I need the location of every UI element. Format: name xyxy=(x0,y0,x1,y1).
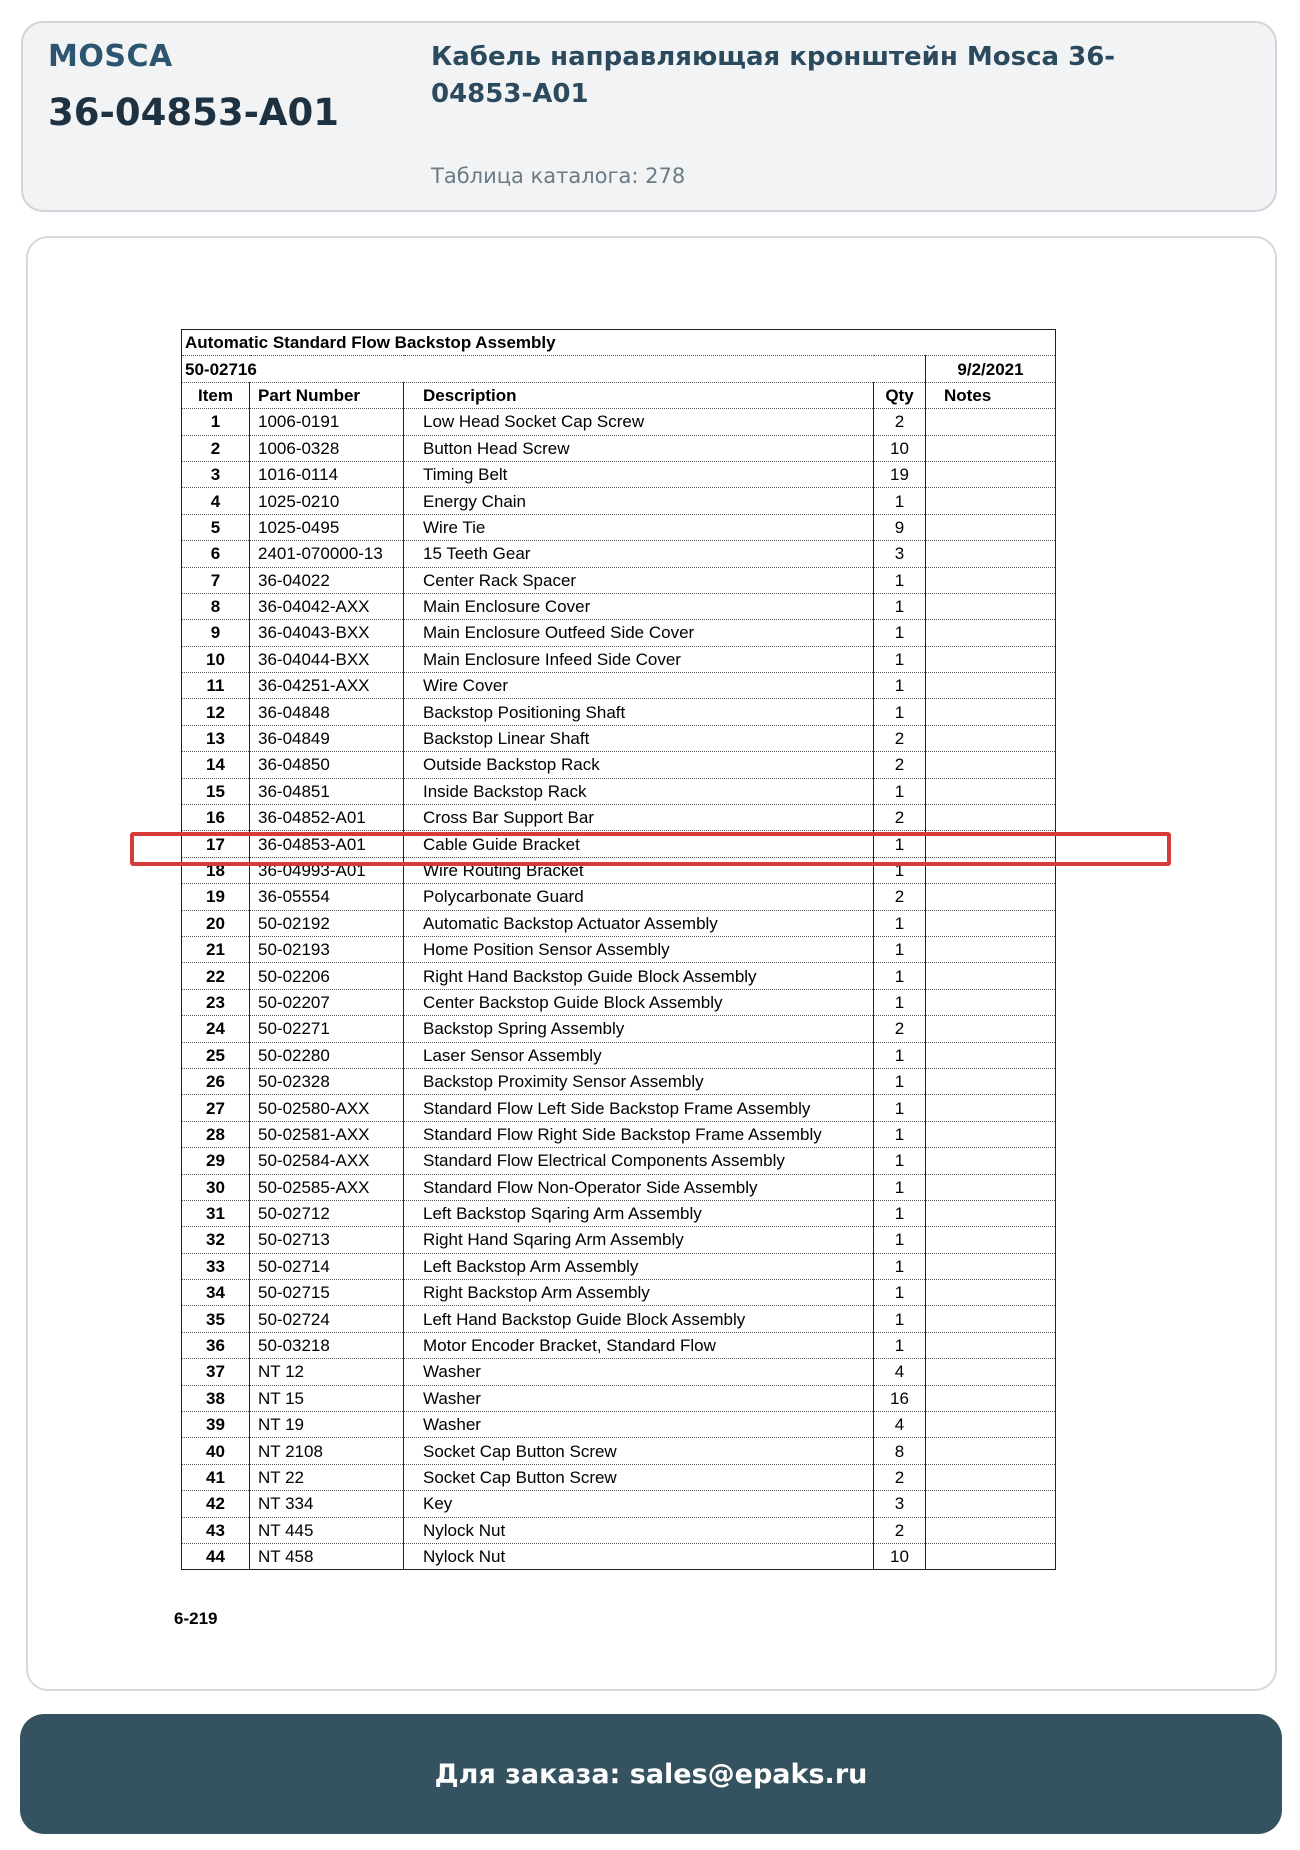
table-row xyxy=(182,1332,1056,1358)
part-number-cell: 50-02712 xyxy=(250,1200,404,1226)
table-row xyxy=(182,488,1056,514)
part-number-cell: 36-04022 xyxy=(250,567,404,593)
description-cell: Cross Bar Support Bar xyxy=(404,805,874,831)
part-number-cell: 50-02713 xyxy=(250,1227,404,1253)
notes-cell xyxy=(926,646,1056,672)
item-cell: 44 xyxy=(182,1543,250,1569)
notes-cell xyxy=(926,1412,1056,1438)
table-row xyxy=(182,1174,1056,1200)
qty-cell: 1 xyxy=(874,1068,926,1094)
table-row xyxy=(182,461,1056,487)
table-row xyxy=(182,1517,1056,1543)
item-cell: 28 xyxy=(182,1121,250,1147)
part-number-cell: 50-02715 xyxy=(250,1280,404,1306)
notes-cell xyxy=(926,884,1056,910)
order-contact-text: Для заказа: sales@epaks.ru xyxy=(434,1758,868,1790)
part-number-cell: 50-02714 xyxy=(250,1253,404,1279)
page-number: 6-219 xyxy=(174,1609,218,1628)
description-cell: Nylock Nut xyxy=(404,1517,874,1543)
column-header-description: Description xyxy=(404,382,874,408)
table-row xyxy=(182,936,1056,962)
description-cell: Wire Tie xyxy=(404,514,874,540)
table-row xyxy=(182,1042,1056,1068)
part-number-cell: NT 15 xyxy=(250,1385,404,1411)
description-cell: Low Head Socket Cap Screw xyxy=(404,409,874,435)
order-contact-banner[interactable] xyxy=(20,1714,1282,1834)
description-cell: Wire Cover xyxy=(404,673,874,699)
part-number-cell: 36-04851 xyxy=(250,778,404,804)
table-row xyxy=(182,1227,1056,1253)
item-cell: 11 xyxy=(182,673,250,699)
part-number-cell: 50-02584-AXX xyxy=(250,1148,404,1174)
item-cell: 4 xyxy=(182,488,250,514)
item-cell: 36 xyxy=(182,1332,250,1358)
notes-cell xyxy=(926,1543,1056,1569)
table-row xyxy=(182,1438,1056,1464)
qty-cell: 3 xyxy=(874,1491,926,1517)
qty-cell: 1 xyxy=(874,1306,926,1332)
qty-cell: 2 xyxy=(874,1517,926,1543)
qty-cell: 2 xyxy=(874,805,926,831)
qty-cell: 19 xyxy=(874,461,926,487)
item-cell: 2 xyxy=(182,435,250,461)
notes-cell xyxy=(926,593,1056,619)
part-number-cell: NT 458 xyxy=(250,1543,404,1569)
table-row xyxy=(182,1016,1056,1042)
item-cell: 26 xyxy=(182,1068,250,1094)
notes-cell xyxy=(926,567,1056,593)
document-date: 9/2/2021 xyxy=(926,356,1056,382)
table-row xyxy=(182,435,1056,461)
table-row xyxy=(182,1121,1056,1147)
part-number-cell: 50-03218 xyxy=(250,1332,404,1358)
item-cell: 35 xyxy=(182,1306,250,1332)
part-number-cell: 50-02207 xyxy=(250,989,404,1015)
notes-cell xyxy=(926,1517,1056,1543)
description-cell: Left Backstop Arm Assembly xyxy=(404,1253,874,1279)
part-number-cell: 36-04251-AXX xyxy=(250,673,404,699)
item-cell: 33 xyxy=(182,1253,250,1279)
table-row xyxy=(182,567,1056,593)
part-number-cell: 36-04849 xyxy=(250,725,404,751)
catalog-table-label: Таблица каталога: 278 xyxy=(431,164,686,188)
column-header-item: Item xyxy=(182,382,250,408)
notes-cell xyxy=(926,1438,1056,1464)
qty-cell: 1 xyxy=(874,1332,926,1358)
description-cell: Key xyxy=(404,1491,874,1517)
item-cell: 18 xyxy=(182,857,250,883)
description-cell: Polycarbonate Guard xyxy=(404,884,874,910)
table-row xyxy=(182,620,1056,646)
description-cell: Standard Flow Left Side Backstop Frame Assembly xyxy=(404,1095,874,1121)
table-row xyxy=(182,989,1056,1015)
description-cell: Timing Belt xyxy=(404,461,874,487)
item-cell: 21 xyxy=(182,936,250,962)
part-number-cell: 2401-070000-13 xyxy=(250,541,404,567)
qty-cell: 3 xyxy=(874,541,926,567)
item-cell: 37 xyxy=(182,1359,250,1385)
part-number-cell: 36-04852-A01 xyxy=(250,805,404,831)
description-cell: Main Enclosure Infeed Side Cover xyxy=(404,646,874,672)
part-number-cell: 36-04848 xyxy=(250,699,404,725)
description-cell: Automatic Backstop Actuator Assembly xyxy=(404,910,874,936)
table-row xyxy=(182,1306,1056,1332)
description-cell: Backstop Proximity Sensor Assembly xyxy=(404,1068,874,1094)
notes-cell xyxy=(926,514,1056,540)
description-cell: Right Backstop Arm Assembly xyxy=(404,1280,874,1306)
part-number-cell: 50-02580-AXX xyxy=(250,1095,404,1121)
item-cell: 19 xyxy=(182,884,250,910)
item-cell: 20 xyxy=(182,910,250,936)
description-cell: Motor Encoder Bracket, Standard Flow xyxy=(404,1332,874,1358)
notes-cell xyxy=(926,1200,1056,1226)
description-cell: Wire Routing Bracket xyxy=(404,857,874,883)
part-number-cell: 36-04853-A01 xyxy=(250,831,404,857)
description-cell: Right Hand Sqaring Arm Assembly xyxy=(404,1227,874,1253)
item-cell: 5 xyxy=(182,514,250,540)
qty-cell: 1 xyxy=(874,857,926,883)
qty-cell: 1 xyxy=(874,699,926,725)
table-row xyxy=(182,1359,1056,1385)
qty-cell: 1 xyxy=(874,1148,926,1174)
notes-cell xyxy=(926,1280,1056,1306)
brand-name: MOSCA xyxy=(48,39,173,74)
description-cell: Main Enclosure Cover xyxy=(404,593,874,619)
table-row xyxy=(182,1385,1056,1411)
part-number-cell: 1006-0191 xyxy=(250,409,404,435)
notes-cell xyxy=(926,1253,1056,1279)
table-row xyxy=(182,805,1056,831)
table-row xyxy=(182,1253,1056,1279)
part-number-cell: NT 445 xyxy=(250,1517,404,1543)
parts-table xyxy=(181,329,1056,1570)
table-row xyxy=(182,1280,1056,1306)
item-cell: 17 xyxy=(182,831,250,857)
notes-cell xyxy=(926,1227,1056,1253)
table-title-row xyxy=(182,330,1056,356)
item-cell: 43 xyxy=(182,1517,250,1543)
notes-cell xyxy=(926,910,1056,936)
description-cell: Energy Chain xyxy=(404,488,874,514)
qty-cell: 8 xyxy=(874,1438,926,1464)
description-cell: Backstop Spring Assembly xyxy=(404,1016,874,1042)
part-number-cell: 50-02206 xyxy=(250,963,404,989)
notes-cell xyxy=(926,699,1056,725)
part-number-cell: 50-02724 xyxy=(250,1306,404,1332)
qty-cell: 1 xyxy=(874,1253,926,1279)
notes-cell xyxy=(926,1174,1056,1200)
item-cell: 22 xyxy=(182,963,250,989)
notes-cell xyxy=(926,1016,1056,1042)
qty-cell: 1 xyxy=(874,1121,926,1147)
item-cell: 40 xyxy=(182,1438,250,1464)
part-number-cell: 36-05554 xyxy=(250,884,404,910)
notes-cell xyxy=(926,409,1056,435)
part-number-cell: NT 22 xyxy=(250,1464,404,1490)
table-row xyxy=(182,409,1056,435)
item-cell: 34 xyxy=(182,1280,250,1306)
qty-cell: 1 xyxy=(874,963,926,989)
part-number-cell: 50-02271 xyxy=(250,1016,404,1042)
description-cell: Backstop Linear Shaft xyxy=(404,725,874,751)
part-number-cell: NT 12 xyxy=(250,1359,404,1385)
notes-cell xyxy=(926,1491,1056,1517)
notes-cell xyxy=(926,989,1056,1015)
item-cell: 14 xyxy=(182,752,250,778)
notes-cell xyxy=(926,778,1056,804)
qty-cell: 1 xyxy=(874,488,926,514)
notes-cell xyxy=(926,620,1056,646)
part-number-cell: NT 334 xyxy=(250,1491,404,1517)
item-cell: 10 xyxy=(182,646,250,672)
qty-cell: 2 xyxy=(874,409,926,435)
table-row xyxy=(182,541,1056,567)
qty-cell: 1 xyxy=(874,1095,926,1121)
description-cell: Main Enclosure Outfeed Side Cover xyxy=(404,620,874,646)
notes-cell xyxy=(926,1332,1056,1358)
qty-cell: 4 xyxy=(874,1359,926,1385)
assembly-code-row xyxy=(182,356,1056,382)
part-number-cell: 50-02280 xyxy=(250,1042,404,1068)
description-cell: Inside Backstop Rack xyxy=(404,778,874,804)
column-header-row xyxy=(182,382,1056,408)
item-cell: 41 xyxy=(182,1464,250,1490)
table-row xyxy=(182,1095,1056,1121)
item-cell: 12 xyxy=(182,699,250,725)
part-number-cell: NT 2108 xyxy=(250,1438,404,1464)
qty-cell: 1 xyxy=(874,1280,926,1306)
description-cell: Nylock Nut xyxy=(404,1543,874,1569)
column-header-part-number: Part Number xyxy=(250,382,404,408)
part-number-cell: 1006-0328 xyxy=(250,435,404,461)
notes-cell xyxy=(926,752,1056,778)
notes-cell xyxy=(926,1068,1056,1094)
item-cell: 27 xyxy=(182,1095,250,1121)
part-number-cell: 36-04043-BXX xyxy=(250,620,404,646)
description-cell: Left Hand Backstop Guide Block Assembly xyxy=(404,1306,874,1332)
item-cell: 38 xyxy=(182,1385,250,1411)
part-number-cell: 50-02192 xyxy=(250,910,404,936)
item-cell: 29 xyxy=(182,1148,250,1174)
notes-cell xyxy=(926,936,1056,962)
part-number-cell: 50-02581-AXX xyxy=(250,1121,404,1147)
notes-cell xyxy=(926,1121,1056,1147)
qty-cell: 10 xyxy=(874,1543,926,1569)
item-cell: 31 xyxy=(182,1200,250,1226)
description-cell: Cable Guide Bracket xyxy=(404,831,874,857)
notes-cell xyxy=(926,1148,1056,1174)
description-cell: Outside Backstop Rack xyxy=(404,752,874,778)
product-header-card xyxy=(21,21,1277,212)
item-cell: 6 xyxy=(182,541,250,567)
item-cell: 9 xyxy=(182,620,250,646)
item-cell: 30 xyxy=(182,1174,250,1200)
qty-cell: 1 xyxy=(874,1042,926,1068)
notes-cell xyxy=(926,461,1056,487)
part-number-cell: 1016-0114 xyxy=(250,461,404,487)
notes-cell xyxy=(926,541,1056,567)
qty-cell: 16 xyxy=(874,1385,926,1411)
item-cell: 13 xyxy=(182,725,250,751)
qty-cell: 1 xyxy=(874,1200,926,1226)
description-cell: Standard Flow Electrical Components Assembly xyxy=(404,1148,874,1174)
qty-cell: 2 xyxy=(874,725,926,751)
part-number-cell: 1025-0210 xyxy=(250,488,404,514)
description-cell: Backstop Positioning Shaft xyxy=(404,699,874,725)
description-cell: Socket Cap Button Screw xyxy=(404,1464,874,1490)
part-number-cell: 50-02193 xyxy=(250,936,404,962)
highlighted-row-frame xyxy=(130,832,1171,866)
notes-cell xyxy=(926,673,1056,699)
part-number-cell: 50-02585-AXX xyxy=(250,1174,404,1200)
description-cell: Standard Flow Right Side Backstop Frame Assembly xyxy=(404,1121,874,1147)
qty-cell: 1 xyxy=(874,831,926,857)
table-row xyxy=(182,884,1056,910)
part-number-cell: 36-04850 xyxy=(250,752,404,778)
description-cell: Washer xyxy=(404,1359,874,1385)
notes-cell xyxy=(926,963,1056,989)
column-header-notes: Notes xyxy=(926,382,1056,408)
qty-cell: 1 xyxy=(874,673,926,699)
notes-cell xyxy=(926,1042,1056,1068)
item-cell: 15 xyxy=(182,778,250,804)
item-cell: 39 xyxy=(182,1412,250,1438)
part-number-cell: NT 19 xyxy=(250,1412,404,1438)
notes-cell xyxy=(926,1306,1056,1332)
part-number-cell: 1025-0495 xyxy=(250,514,404,540)
item-cell: 32 xyxy=(182,1227,250,1253)
description-cell: Right Hand Backstop Guide Block Assembly xyxy=(404,963,874,989)
qty-cell: 4 xyxy=(874,1412,926,1438)
table-row xyxy=(182,1464,1056,1490)
notes-cell xyxy=(926,1464,1056,1490)
table-title: Automatic Standard Flow Backstop Assembly xyxy=(182,330,1056,356)
notes-cell xyxy=(926,435,1056,461)
table-row xyxy=(182,963,1056,989)
description-cell: 15 Teeth Gear xyxy=(404,541,874,567)
description-cell: Washer xyxy=(404,1385,874,1411)
qty-cell: 1 xyxy=(874,778,926,804)
qty-cell: 2 xyxy=(874,1016,926,1042)
table-row xyxy=(182,725,1056,751)
product-title: Кабель направляющая кронштейн Mosca 36-04853-A01 xyxy=(431,42,1116,109)
description-cell: Standard Flow Non-Operator Side Assembly xyxy=(404,1174,874,1200)
qty-cell: 1 xyxy=(874,936,926,962)
table-row xyxy=(182,593,1056,619)
notes-cell xyxy=(926,1359,1056,1385)
qty-cell: 1 xyxy=(874,1174,926,1200)
description-cell: Button Head Screw xyxy=(404,435,874,461)
qty-cell: 1 xyxy=(874,620,926,646)
qty-cell: 1 xyxy=(874,910,926,936)
table-row xyxy=(182,1068,1056,1094)
qty-cell: 1 xyxy=(874,593,926,619)
description-cell: Washer xyxy=(404,1412,874,1438)
qty-cell: 1 xyxy=(874,567,926,593)
notes-cell xyxy=(926,1385,1056,1411)
item-cell: 25 xyxy=(182,1042,250,1068)
description-cell: Center Rack Spacer xyxy=(404,567,874,593)
item-cell: 42 xyxy=(182,1491,250,1517)
description-cell: Laser Sensor Assembly xyxy=(404,1042,874,1068)
part-number-cell: 36-04044-BXX xyxy=(250,646,404,672)
description-cell: Center Backstop Guide Block Assembly xyxy=(404,989,874,1015)
table-row xyxy=(182,752,1056,778)
item-cell: 8 xyxy=(182,593,250,619)
table-row xyxy=(182,699,1056,725)
qty-cell: 1 xyxy=(874,989,926,1015)
table-row xyxy=(182,1491,1056,1517)
part-number-cell: 50-02328 xyxy=(250,1068,404,1094)
table-row xyxy=(182,646,1056,672)
table-row xyxy=(182,673,1056,699)
part-number: 36-04853-A01 xyxy=(48,91,340,134)
part-number-cell: 36-04993-A01 xyxy=(250,857,404,883)
table-row xyxy=(182,910,1056,936)
table-row xyxy=(182,778,1056,804)
table-row xyxy=(182,514,1056,540)
table-row xyxy=(182,1412,1056,1438)
notes-cell xyxy=(926,1095,1056,1121)
description-cell: Left Backstop Sqaring Arm Assembly xyxy=(404,1200,874,1226)
assembly-code: 50-02716 xyxy=(182,356,926,382)
notes-cell xyxy=(926,488,1056,514)
qty-cell: 1 xyxy=(874,646,926,672)
description-cell: Socket Cap Button Screw xyxy=(404,1438,874,1464)
notes-cell xyxy=(926,725,1056,751)
item-cell: 1 xyxy=(182,409,250,435)
item-cell: 7 xyxy=(182,567,250,593)
table-row xyxy=(182,1543,1056,1569)
item-cell: 16 xyxy=(182,805,250,831)
qty-cell: 2 xyxy=(874,752,926,778)
item-cell: 24 xyxy=(182,1016,250,1042)
notes-cell xyxy=(926,805,1056,831)
part-number-cell: 36-04042-AXX xyxy=(250,593,404,619)
table-row xyxy=(182,1200,1056,1226)
description-cell: Home Position Sensor Assembly xyxy=(404,936,874,962)
parts-sheet xyxy=(181,329,1055,1570)
qty-cell: 2 xyxy=(874,1464,926,1490)
qty-cell: 1 xyxy=(874,1227,926,1253)
qty-cell: 9 xyxy=(874,514,926,540)
qty-cell: 2 xyxy=(874,884,926,910)
table-row xyxy=(182,1148,1056,1174)
item-cell: 3 xyxy=(182,461,250,487)
column-header-qty: Qty xyxy=(874,382,926,408)
qty-cell: 10 xyxy=(874,435,926,461)
item-cell: 23 xyxy=(182,989,250,1015)
